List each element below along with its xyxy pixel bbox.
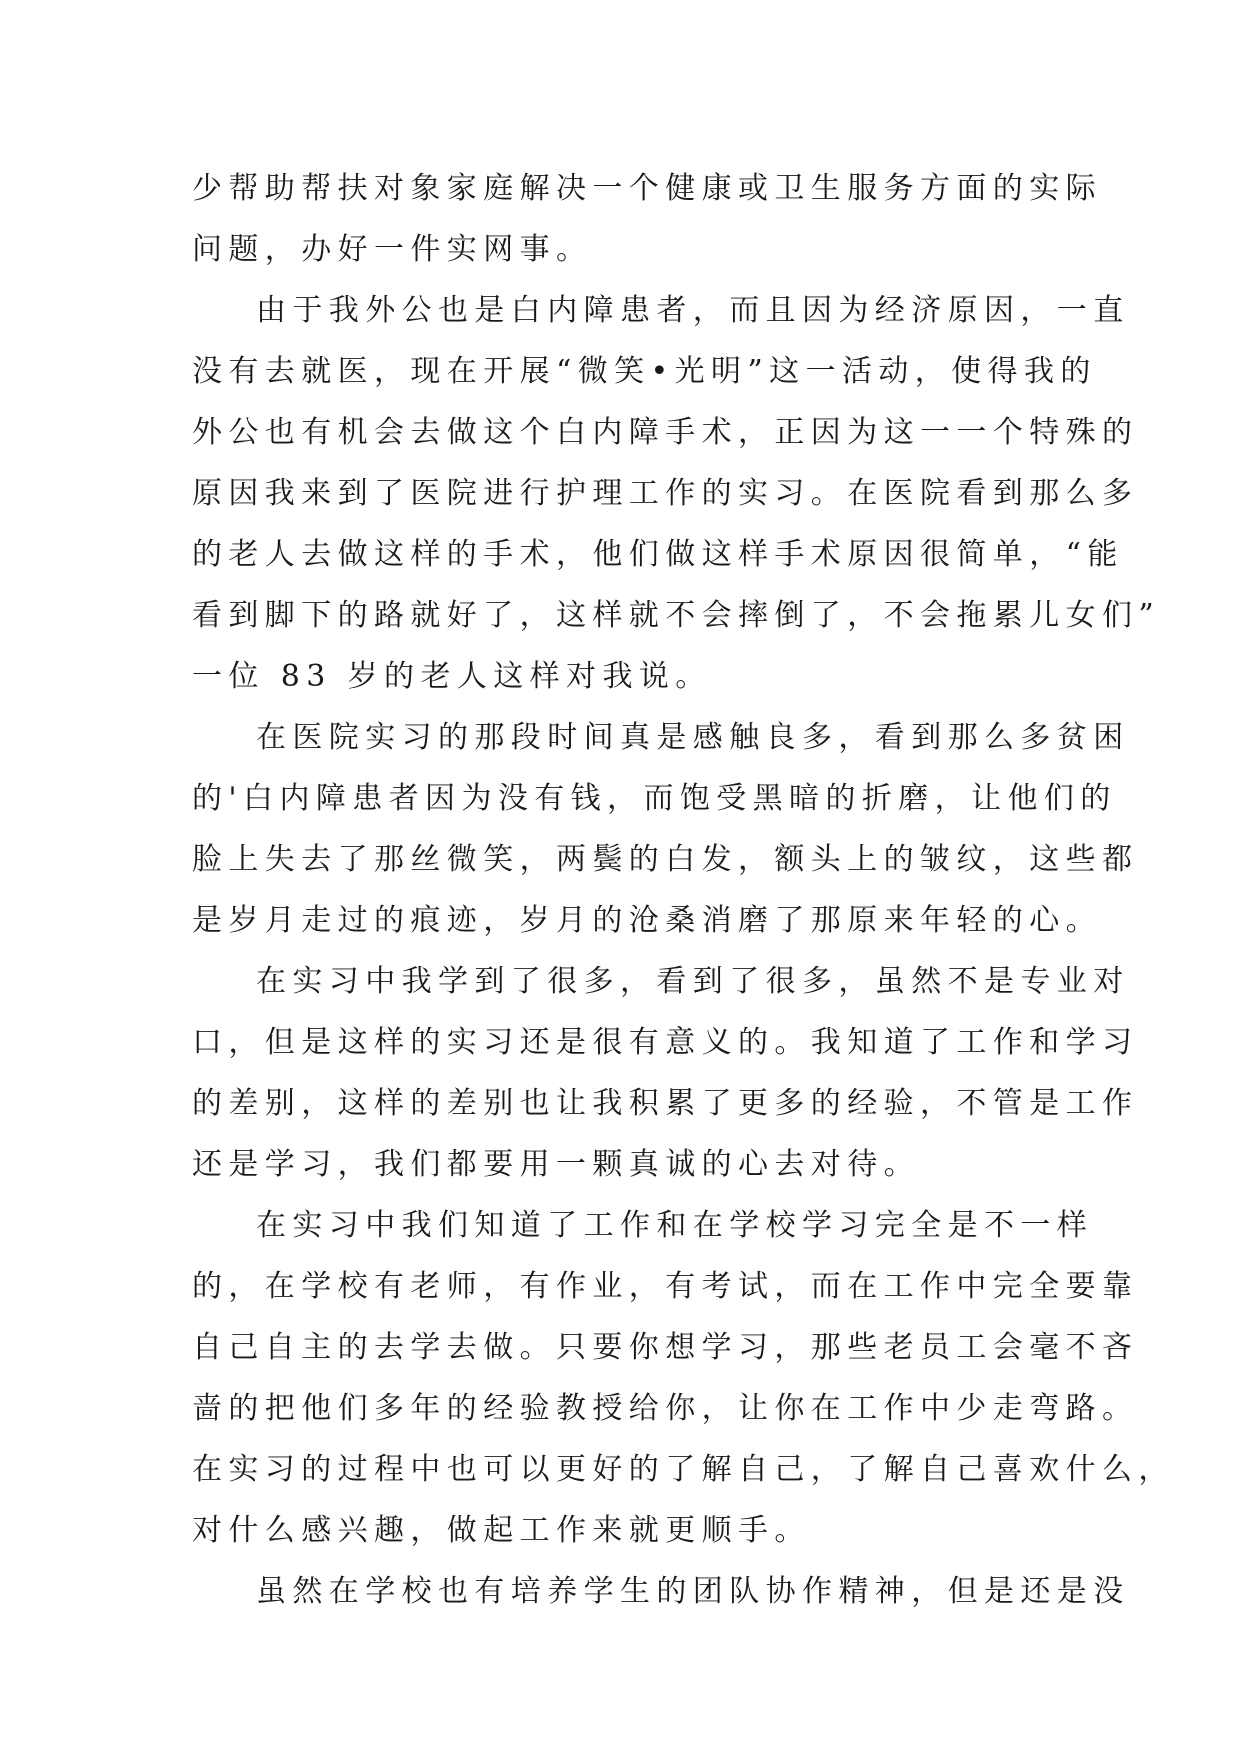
text-line: 问题，办好一件实网事。 <box>192 232 593 267</box>
text-line: 一位 83 岁的老人这样对我说。 <box>192 659 712 694</box>
text-line: 口，但是这样的实习还是很有意义的。我知道了工作和学习 <box>192 1025 1139 1060</box>
text-line: 是岁月走过的痕迹，岁月的沧桑消磨了那原来年轻的心。 <box>192 903 1102 938</box>
text-line: 看到脚下的路就好了，这样就不会摔倒了，不会拖累儿女们” <box>192 598 1161 633</box>
text-line: 外公也有机会去做这个白内障手术，正因为这一一个特殊的 <box>192 415 1139 450</box>
text-line: 虽然在学校也有培养学生的团队协作精神，但是还是没 <box>256 1574 1130 1609</box>
text-line: 原因我来到了医院进行护理工作的实习。在医院看到那么多 <box>192 476 1139 511</box>
text-line: 在实习的过程中也可以更好的了解自己，了解自己喜欢什么， <box>192 1452 1175 1487</box>
text-line: 脸上失去了那丝微笑，两鬓的白发，额头上的皱纹，这些都 <box>192 842 1139 877</box>
text-line: 自己自主的去学去做。只要你想学习，那些老员工会毫不吝 <box>192 1330 1139 1365</box>
text-line: 在实习中我们知道了工作和在学校学习完全是不一样 <box>256 1208 1094 1243</box>
text-line: 还是学习，我们都要用一颗真诚的心去对待。 <box>192 1147 920 1182</box>
text-line: 的差别，这样的差别也让我积累了更多的经验，不管是工作 <box>192 1086 1139 1121</box>
text-line: 由于我外公也是白内障患者，而且因为经济原因，一直 <box>256 293 1130 328</box>
text-line: 在医院实习的那段时间真是感触良多，看到那么多贫困 <box>256 720 1130 755</box>
body-text <box>192 158 1175 1622</box>
text-line: 的'白内障患者因为没有钱，而饱受黑暗的折磨，让他们的 <box>192 781 1117 816</box>
text-line: 在实习中我学到了很多，看到了很多，虽然不是专业对 <box>256 964 1130 999</box>
text-line: 没有去就医，现在开展“微笑•光明”这一活动，使得我的 <box>192 354 1097 389</box>
text-line: 啬的把他们多年的经验教授给你，让你在工作中少走弯路。 <box>192 1391 1139 1426</box>
text-line: 少帮助帮扶对象家庭解决一个健康或卫生服务方面的实际 <box>192 171 1102 206</box>
text-line: 对什么感兴趣，做起工作来就更顺手。 <box>192 1513 811 1548</box>
text-line: 的，在学校有老师，有作业，有考试，而在工作中完全要靠 <box>192 1269 1139 1304</box>
text-line: 的老人去做这样的手术，他们做这样手术原因很简单，“能 <box>192 537 1124 572</box>
